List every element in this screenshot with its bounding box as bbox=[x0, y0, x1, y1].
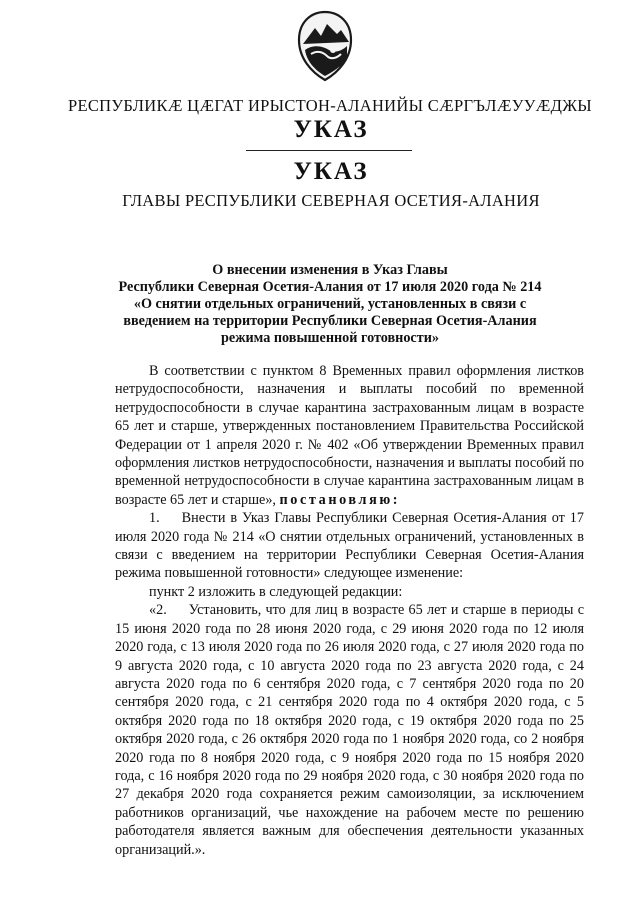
title-line: «О снятии отдельных ограничений, установленных в связи с bbox=[133, 296, 527, 312]
title-line: введением на территории Республики Северная Осетия-Алания bbox=[123, 313, 537, 329]
quoted-item-number: «2. bbox=[149, 602, 167, 619]
title-line: Республики Северная Осетия-Алания от 17 июля 2020 года № 214 bbox=[118, 279, 542, 295]
header-russian: ГЛАВЫ РЕСПУБЛИКИ СЕВЕРНАЯ ОСЕТИЯ-АЛАНИЯ bbox=[122, 191, 540, 210]
ukaz-heading-ossetian: УКАЗ bbox=[293, 116, 369, 143]
decree-word: постановляю: bbox=[279, 491, 401, 508]
header-divider bbox=[246, 150, 412, 151]
document-body bbox=[115, 362, 584, 859]
ukaz-heading-russian: УКАЗ bbox=[293, 158, 369, 185]
quoted-item-text: Установить, что для лиц в возрасте 65 лет и старше в периоды с 15 июня 2020 года по 28 июня 2020 года, с 29 июня 2020 года по 12 июля 2020 года, с 13 июля 2020 года по 26 июля 2020 года, с 27 июля 2020 года по 9 августа 2020 года, с 10 августа 2020 года по 23 августа 2020 года, с 24 августа 2020 года по 6 сентября 2020 года, с 7 сентября 2020 года по 20 сентября 2020 года, с 21 сентября 2020 года по 4 октября 2020 года, с 5 октября 2020 года по 18 октября 2020 года, с 19 октября 2020 года по 25 октября 2020 года, с 26 октября 2020 года по 1 ноября 2020 года, со 2 ноября 2020 года по 8 ноября 2020 года, с 9 ноября 2020 года по 15 ноября 2020 года, с 16 ноября 2020 года по 29 ноября 2020 года, с 30 ноября 2020 года по 27 декабря 2020 года сохраняется режим самоизоляции, за исключением работников организаций, чье нахождение на рабочем месте по решению работодателя является важным для обеспечения деятельности указанных организаций.». bbox=[115, 602, 584, 858]
document-title bbox=[110, 262, 550, 347]
item-1-paragraph bbox=[115, 509, 584, 583]
header-ossetian: РЕСПУБЛИКӔ ЦӔГАТ ИРЫСТОН-АЛАНИЙЫ СӔРГЪЛӔУУӔДЖЫ bbox=[68, 96, 592, 115]
item-intro-paragraph: пункт 2 изложить в следующей редакции: bbox=[149, 583, 403, 600]
title-line: режима повышенной готовности» bbox=[221, 330, 439, 346]
coat-of-arms-icon bbox=[293, 10, 357, 82]
quoted-item-paragraph bbox=[115, 601, 584, 859]
title-line: О внесении изменения в Указ Главы bbox=[212, 262, 448, 278]
item-1-number: 1. bbox=[149, 510, 160, 527]
preamble-text: В соответствии с пунктом 8 Временных правил оформления листков нетрудоспособности, назначения и выплаты пособий по временной нетрудоспособности в случае карантина застрахованным лицам в возрасте 65 лет и старше, утвержденных постановлением Правительства Российской Федерации от 1 апреля 2020 г. № 402 «Об утверждении Временных правил оформления листков нетрудоспособности, назначения и выплаты пособий по временной нетрудоспособности в случае карантина застрахованным лицам в возрасте 65 лет и старше», bbox=[115, 363, 584, 508]
preamble-paragraph bbox=[115, 362, 584, 509]
item-1-text: Внести в Указ Главы Республики Северная Осетия-Алания от 17 июля 2020 года № 214 «О снятии отдельных ограничений, установленных в связи с введением на территории Республики Северная Осетия-Алания режима повышенной готовности» следующее изменение: bbox=[115, 510, 584, 582]
